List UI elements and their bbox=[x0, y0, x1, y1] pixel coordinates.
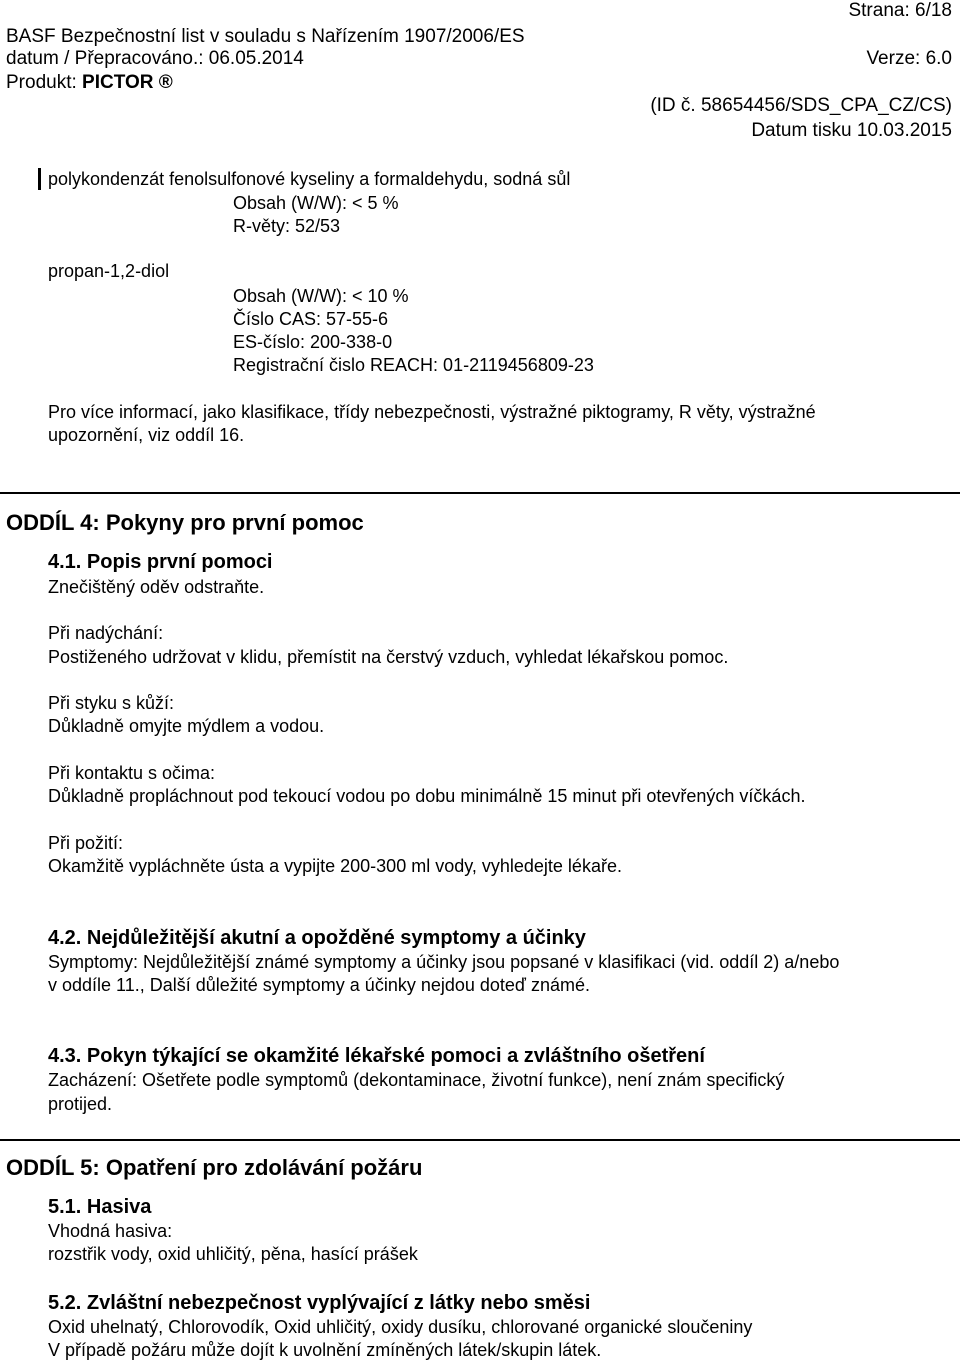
eye-contact-label: Při kontaktu s očima: bbox=[48, 763, 216, 783]
section-4-3-line-1: Zacházení: Ošetřete podle symptomů (dekontaminace, životní funkce), není znám specifický bbox=[48, 1070, 785, 1090]
product-line bbox=[6, 72, 173, 94]
skin-contact-text: Důkladně omyjte mýdlem a vodou. bbox=[48, 716, 325, 736]
document-title: BASF Bezpečnostní list v souladu s Nařízením 1907/2006/ES bbox=[6, 26, 525, 47]
section-4-3-line-2: protijed. bbox=[48, 1094, 113, 1114]
section-5-1-text: rozstřik vody, oxid uhličitý, pěna, hasící prášek bbox=[48, 1244, 418, 1264]
change-bar bbox=[38, 168, 41, 190]
section-5-2-title: 5.2. Zvláštní nebezpečnost vyplývající z látky nebo směsi bbox=[48, 1292, 591, 1314]
section-4-2-line-2: v oddíle 11., Další důležité symptomy a účinky nejdou doteď známé. bbox=[48, 975, 591, 995]
section-4-2-line-1: Symptomy: Nejdůležitější známé symptomy a účinky jsou popsané v klasifikaci (vid. oddíl 2) a/nebo bbox=[48, 952, 840, 972]
product-name: PICTOR ® bbox=[82, 72, 173, 93]
section-4-3-title: 4.3. Pokyn týkající se okamžité lékařské pomoci a zvláštního ošetření bbox=[48, 1045, 705, 1067]
component-2-name: propan-1,2-diol bbox=[48, 261, 170, 281]
section-4-1-title: 4.1. Popis první pomoci bbox=[48, 551, 273, 573]
document-id: (ID č. 58654456/SDS_CPA_CZ/CS) bbox=[650, 95, 952, 116]
section-4-2-title: 4.2. Nejdůležitější akutní a opožděné symptomy a účinky bbox=[48, 927, 586, 949]
ingestion-text: Okamžitě vypláchněte ústa a vypijte 200-300 ml vody, vyhledejte lékaře. bbox=[48, 856, 622, 876]
section-5-1-label: Vhodná hasiva: bbox=[48, 1221, 173, 1241]
page-number: Strana: 6/18 bbox=[848, 0, 952, 21]
section-4-title: ODDÍL 4: Pokyny pro první pomoc bbox=[6, 510, 364, 535]
more-info-line-2: upozornění, viz oddíl 16. bbox=[48, 425, 245, 445]
ingestion-label: Při požití: bbox=[48, 833, 124, 853]
component-1-content: Obsah (W/W): < 5 % bbox=[233, 193, 399, 213]
inhalation-text: Postiženého udržovat v klidu, přemístit na čerstvý vzduch, vyhledat lékařskou pomoc. bbox=[48, 647, 729, 667]
section-divider bbox=[0, 1139, 960, 1141]
product-label: Produkt: bbox=[6, 72, 77, 93]
section-5-1-title: 5.1. Hasiva bbox=[48, 1196, 152, 1218]
more-info-line-1: Pro více informací, jako klasifikace, třídy nebezpečnosti, výstražné piktogramy, R věty, výstražné bbox=[48, 402, 816, 422]
inhalation-label: Při nadýchání: bbox=[48, 623, 164, 643]
section-divider bbox=[0, 492, 960, 494]
section-5-title: ODDÍL 5: Opatření pro zdolávání požáru bbox=[6, 1155, 423, 1180]
section-5-2-line-1: Oxid uhelnatý, Chlorovodík, Oxid uhličitý, oxidy dusíku, chlorované organické sloučeniny bbox=[48, 1317, 753, 1337]
eye-contact-text: Důkladně propláchnout pod tekoucí vodou po dobu minimálně 15 minut při otevřených víčkách. bbox=[48, 786, 806, 806]
component-2-reach: Registrační čislo REACH: 01-2119456809-23 bbox=[233, 355, 594, 375]
skin-contact-label: Při styku s kůží: bbox=[48, 693, 175, 713]
section-5-2-line-2: V případě požáru může dojít k uvolnění zmíněných látek/skupin látek. bbox=[48, 1340, 602, 1360]
revision-date: datum / Přepracováno.: 06.05.2014 bbox=[6, 48, 304, 69]
print-date: Datum tisku 10.03.2015 bbox=[751, 120, 952, 141]
component-2-cas: Číslo CAS: 57-55-6 bbox=[233, 309, 389, 329]
component-1-r-phrases: R-věty: 52/53 bbox=[233, 216, 341, 236]
section-4-1-intro: Znečištěný oděv odstraňte. bbox=[48, 577, 265, 597]
version: Verze: 6.0 bbox=[866, 48, 952, 69]
component-2-content: Obsah (W/W): < 10 % bbox=[233, 286, 409, 306]
component-1-name: polykondenzát fenolsulfonové kyseliny a formaldehydu, sodná sůl bbox=[48, 169, 571, 189]
component-2-es: ES-číslo: 200-338-0 bbox=[233, 332, 393, 352]
